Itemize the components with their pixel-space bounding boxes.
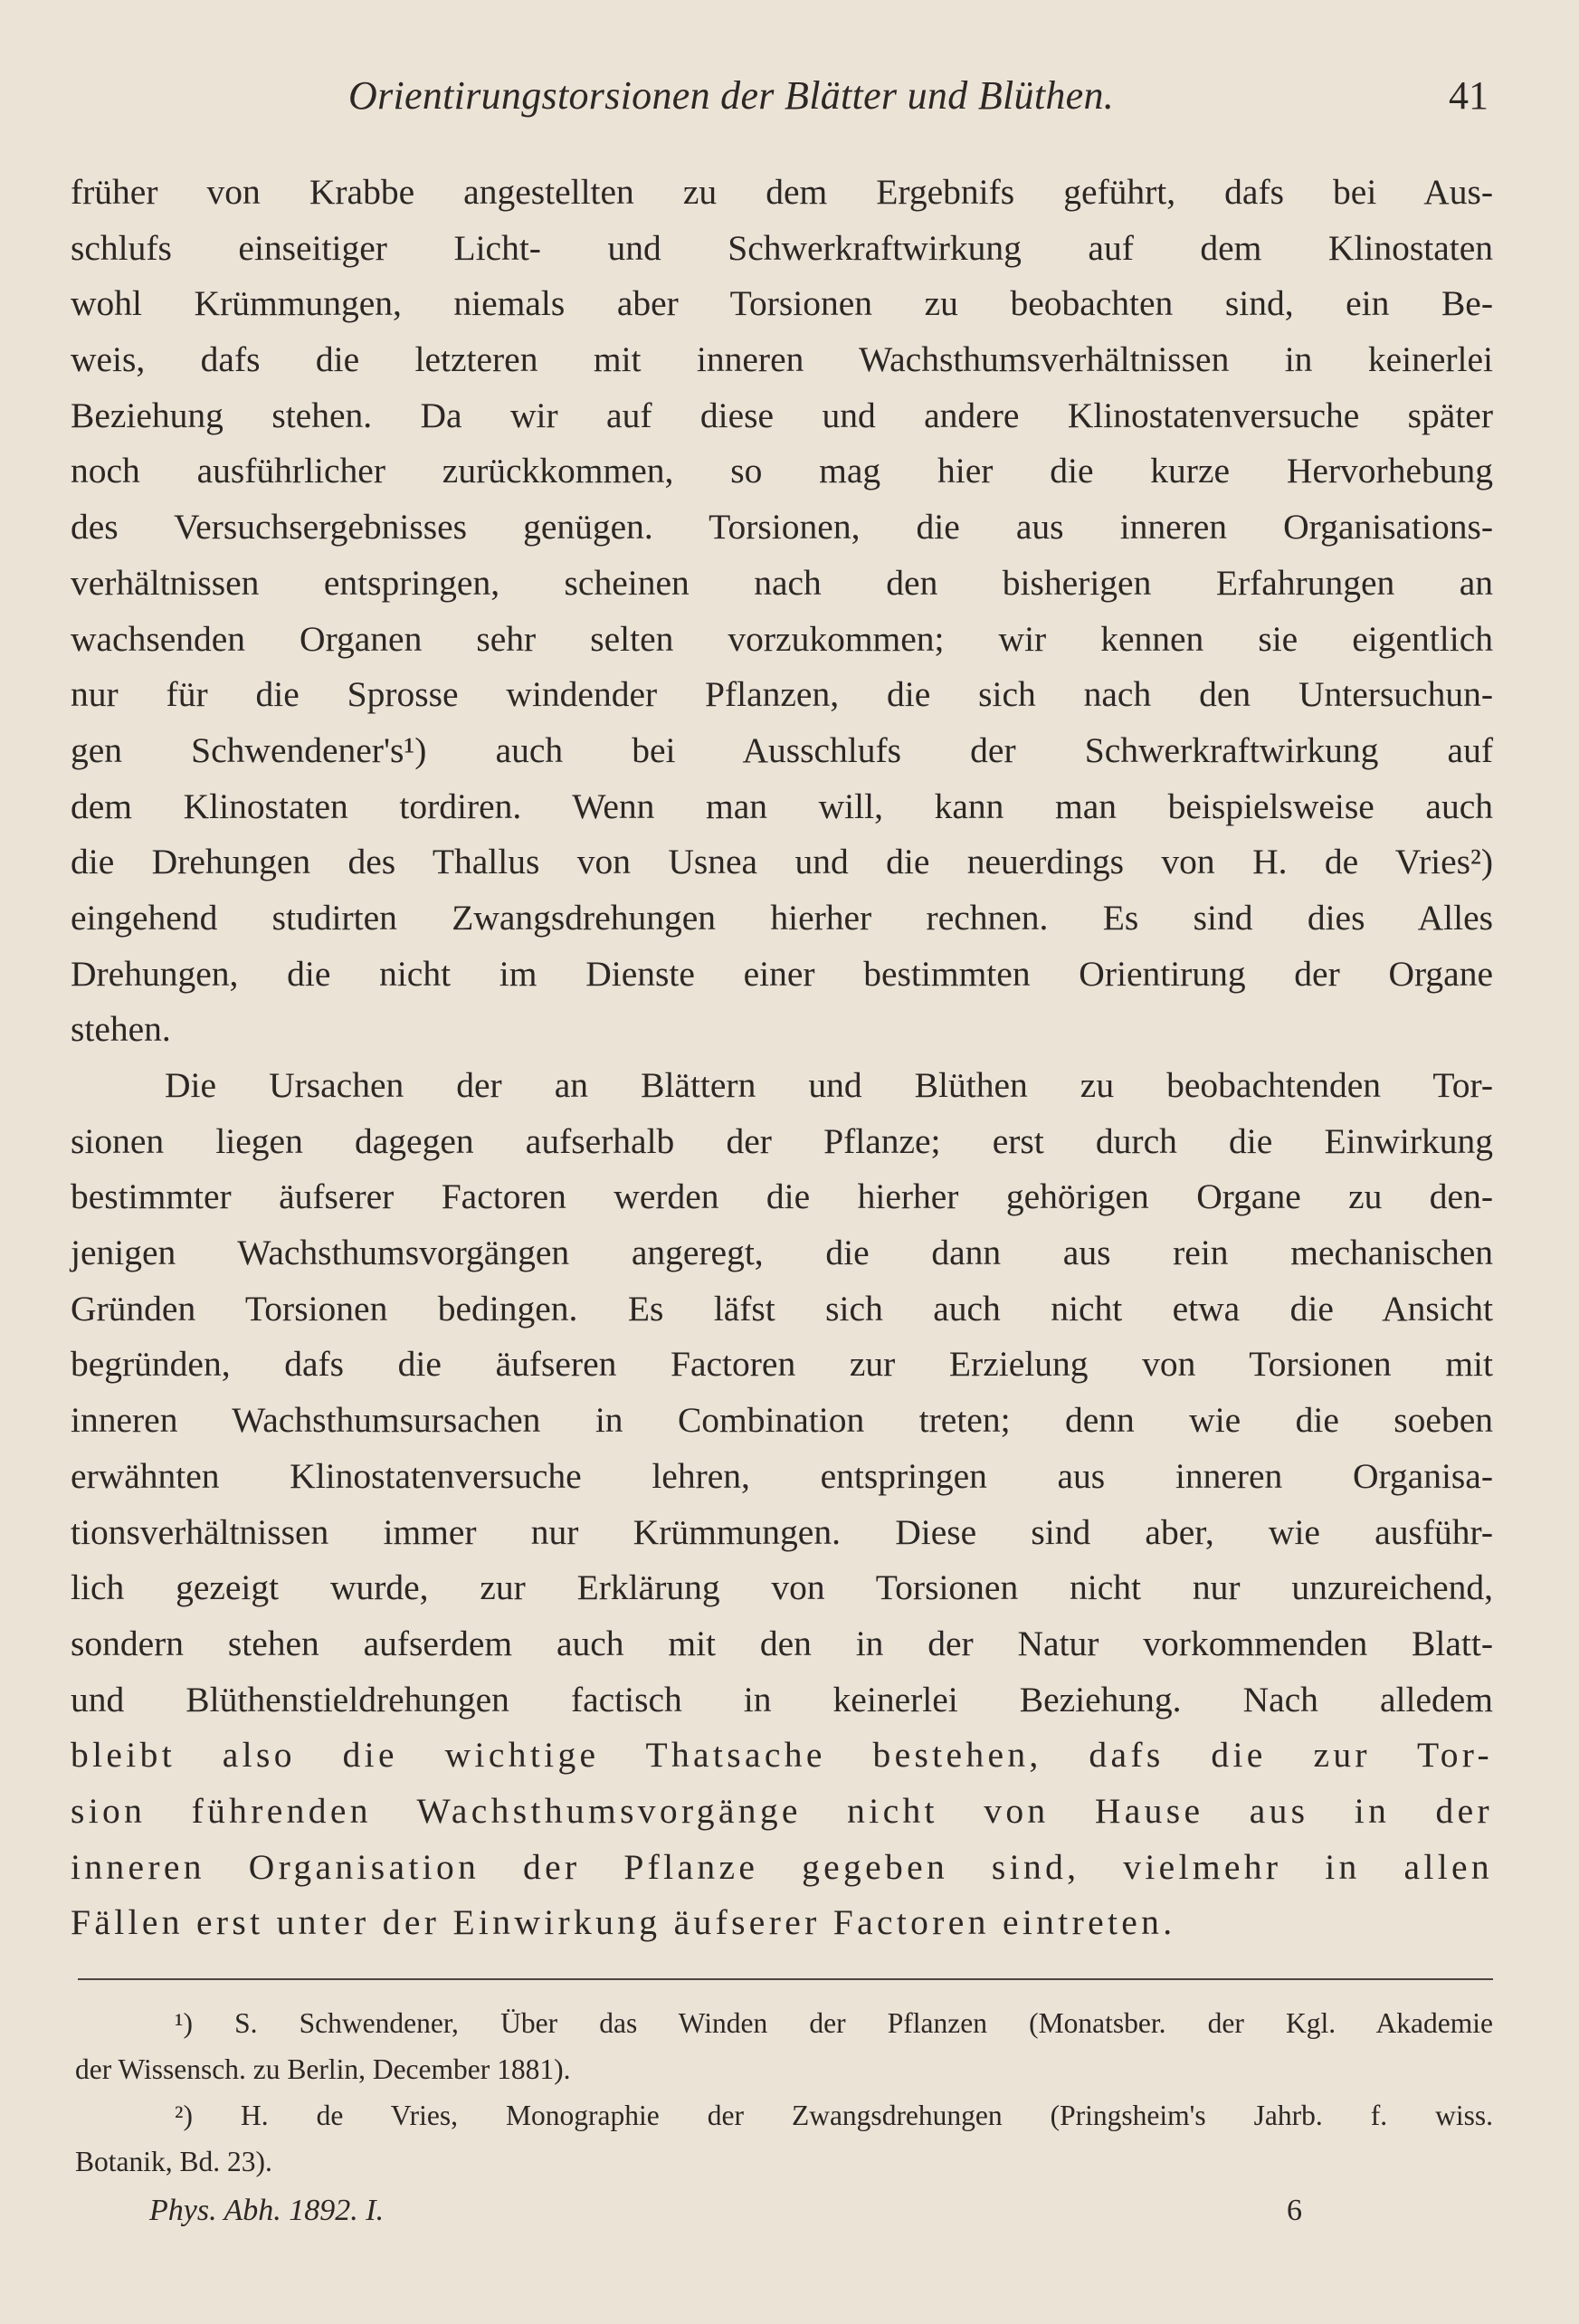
text-line: inneren Wachsthumsursachen in Combination treten; denn wie die soeben xyxy=(71,1400,1493,1441)
text-line: jenigen Wachsthumsvorgängen angeregt, die dann aus rein mechanischen xyxy=(71,1233,1493,1273)
text-line: stehen. xyxy=(71,1009,171,1050)
text-line: noch ausführlicher zurückkommen, so mag hier die kurze Hervorhebung xyxy=(71,451,1493,491)
text-line: die Drehungen des Thallus von Usnea und die neuerdings von H. de Vries²) xyxy=(71,842,1493,882)
text-line: sion führenden Wachsthumsvorgänge nicht von Hause aus in der xyxy=(71,1790,1493,1831)
text-line: Gründen Torsionen bedingen. Es läfst sich auch nicht etwa die Ansicht xyxy=(71,1288,1493,1329)
footnotes xyxy=(75,2000,1493,2185)
running-title: Orientirungstorsionen der Blätter und Blüthen. xyxy=(348,73,1115,118)
text-line: gen Schwendener's¹) auch bei Ausschlufs der Schwerkraftwirkung auf xyxy=(71,729,1493,770)
text-line: dem Klinostaten tordiren. Wenn man will, kann man beispielsweise auch xyxy=(71,786,1493,826)
body-text xyxy=(71,165,1493,1951)
text-line: des Versuchsergebnisses genügen. Torsionen, die aus inneren Organisations- xyxy=(71,507,1493,548)
text-line: bleibt also die wichtige Thatsache bestehen, dafs die zur Tor- xyxy=(71,1735,1493,1776)
text-line: wohl Krümmungen, niemals aber Torsionen zu beobachten sind, ein Be- xyxy=(71,283,1493,324)
text-line: wachsenden Organen sehr selten vorzukommen; wir kennen sie eigentlich xyxy=(71,618,1493,659)
footnote-line: ²) H. de Vries, Monographie der Zwangsdrehungen (Pringsheim's Jahrb. f. wiss. xyxy=(175,2100,1493,2131)
text-line: verhältnissen entspringen, scheinen nach den bisherigen Erfahrungen an xyxy=(71,562,1493,603)
footnote-line: ¹) S. Schwendener, Über das Winden der Pflanzen (Monatsber. der Kgl. Akademie xyxy=(175,2007,1493,2039)
page-number: 41 xyxy=(1449,73,1489,118)
text-line: früher von Krabbe angestellten zu dem Ergebnifs geführt, dafs bei Aus- xyxy=(71,172,1493,212)
text-line: sondern stehen aufserdem auch mit den in der Natur vorkommenden Blatt- xyxy=(71,1623,1493,1663)
footnote-divider xyxy=(78,1978,1493,1980)
text-line: Drehungen, die nicht im Dienste einer bestimmten Orientirung der Organe xyxy=(71,953,1493,994)
footnote-line: Botanik, Bd. 23). xyxy=(75,2146,272,2177)
text-line: sionen liegen dagegen aufserhalb der Pflanze; erst durch die Einwirkung xyxy=(71,1120,1493,1161)
volume-signature: Phys. Abh. 1892. I. xyxy=(149,2194,385,2227)
footnote-line: der Wissensch. zu Berlin, December 1881). xyxy=(75,2053,571,2085)
text-line: erwähnten Klinostatenversuche lehren, entspringen aus inneren Organisa- xyxy=(71,1455,1493,1496)
text-line: inneren Organisation der Pflanze gegeben sind, vielmehr in allen xyxy=(71,1846,1493,1887)
text-line: Beziehung stehen. Da wir auf diese und andere Klinostatenversuche später xyxy=(71,395,1493,435)
text-line: weis, dafs die letzteren mit inneren Wachsthumsverhältnissen in keinerlei xyxy=(71,339,1493,380)
text-line: eingehend studirten Zwangsdrehungen hierher rechnen. Es sind dies Alles xyxy=(71,897,1493,938)
text-line: bestimmter äufserer Factoren werden die hierher gehörigen Organe zu den- xyxy=(71,1176,1493,1217)
text-line: tionsverhältnissen immer nur Krümmungen. Diese sind aber, wie ausführ- xyxy=(71,1511,1493,1552)
text-line: nur für die Sprosse windender Pflanzen, die sich nach den Untersuchun- xyxy=(71,674,1493,715)
text-line: lich gezeigt wurde, zur Erklärung von Torsionen nicht nur unzureichend, xyxy=(71,1567,1493,1608)
sheet-number: 6 xyxy=(1287,2194,1302,2227)
text-line: Die Ursachen der an Blättern und Blüthen zu beobachtenden Tor- xyxy=(165,1065,1493,1105)
text-line: begründen, dafs die äufseren Factoren zur Erzielung von Torsionen mit xyxy=(71,1344,1493,1385)
text-line: schlufs einseitiger Licht- und Schwerkraftwirkung auf dem Klinostaten xyxy=(71,227,1493,268)
text-line: Fällen erst unter der Einwirkung äufserer Factoren eintreten. xyxy=(71,1902,1176,1943)
text-line: und Blüthenstieldrehungen factisch in keinerlei Beziehung. Nach alledem xyxy=(71,1679,1493,1719)
